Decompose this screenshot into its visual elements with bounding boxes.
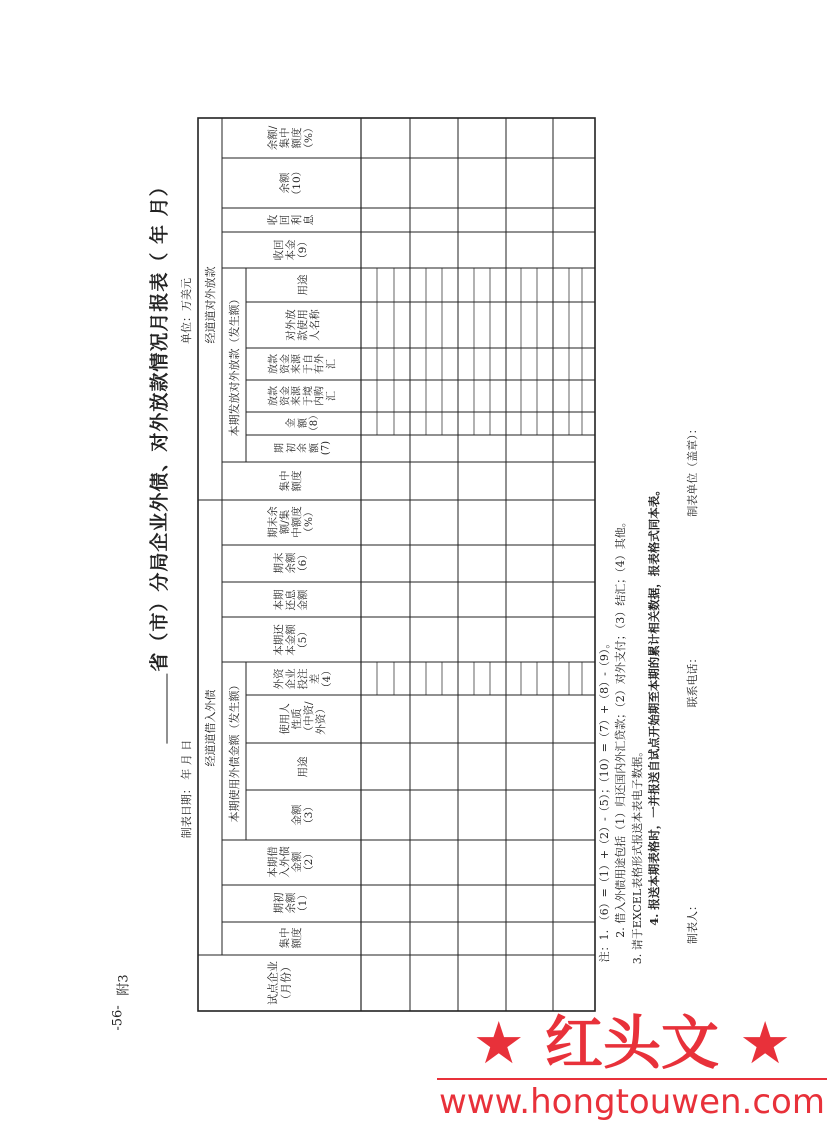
note-3: 3. 请于EXCEL表格形式报送本表电子数据。 — [631, 745, 644, 965]
subgroup-borrow-amount: 本期使用外债金额（发生额） — [228, 679, 241, 823]
col-opening-balance-1: 期初 余额 （1） — [272, 889, 310, 917]
subgroup-lend-amount: 本期发放对外放款（发生额） — [228, 293, 241, 437]
page-number: -56- — [110, 1005, 126, 1031]
note-4: 4. 报送本期表格时，一并报送自试点开始期至本期的累计相关数据，报表格式同本表。 — [647, 484, 661, 926]
col-borrowed-2: 本期借 入外债 金额 （2） — [266, 846, 316, 878]
note-2: 2. 借入外债用途包括（1）归还国内外汇贷款；（2）对外支付；（3）结汇；（4）其他。 — [614, 516, 627, 938]
col-use-lend: 用途 — [296, 274, 309, 296]
group-borrowed-debt: 经道道借入外债 — [204, 689, 217, 767]
col-principal-repaid-5: 本期还 本金额 （5） — [272, 624, 310, 656]
col-balance-ratio-1: 期末余 额/集 中额度 （%） — [266, 506, 316, 538]
prepared-date: 制表日期： 年 月 日 — [180, 739, 193, 839]
col-quota-lend: 集中 额度 — [278, 470, 303, 492]
phone-label: 联系电话： — [686, 652, 699, 708]
col-fdi-gap-4: 外资 企业 投注 差 （4） — [272, 665, 334, 693]
col-balance-ratio-2: 余额/ 集中 额度 （%） — [266, 122, 316, 154]
col-closing-balance-6: 期末 余额 （6） — [272, 549, 310, 577]
watermark-stars-text: ★ 红头文 ★ — [472, 1009, 792, 1077]
appendix-label: 附3 — [116, 974, 132, 996]
col-source-domestic: 放款 资金 来源 于境 内购 汇 — [268, 386, 337, 406]
col-interest-repaid: 本期 还息 金额 — [272, 589, 310, 611]
col-amount-3: 金额 （3） — [290, 801, 315, 829]
watermark — [432, 1003, 827, 1123]
col-source-own: 放款 资金 来源 于自 有外 汇 — [268, 354, 337, 374]
unit-seal-label: 制表单位（盖章）： — [686, 423, 699, 517]
col-user-nature: 使用人 性质 （中资/ 外资） — [278, 701, 328, 737]
preparer-label: 制表人： — [686, 900, 699, 944]
unit-label: 单位：万美元 — [180, 278, 193, 344]
col-use-borrow: 用途 — [296, 756, 309, 778]
col-principal-recovered-9: 收回 本金 （9） — [272, 236, 310, 264]
col-enterprise: 试点企业 （月份） — [266, 961, 292, 1005]
col-amount-8: 金 额 （8） — [285, 409, 320, 437]
col-interest-recovered: 收 回 利 息 — [266, 214, 316, 226]
note-1: 注：1. （6）=（1）+（2）-（5）；（10）=（7）+（8）-（9）。 — [598, 637, 611, 963]
report-title-text: 省（市）分局企业外债、对外放款情况月报表（ 年 月） — [148, 176, 171, 672]
group-outward-lending: 经道道对外放款 — [204, 266, 217, 344]
col-quota-borrow: 集中 额度 — [278, 927, 303, 949]
watermark-url: www.hongtouwen.com — [439, 1082, 825, 1122]
col-opening-balance-7: 期 初 余 额 (7) — [274, 440, 332, 456]
col-borrower-name: 对外放 款使用 人名称 — [284, 309, 322, 341]
col-balance-10: 余额 （10） — [278, 165, 303, 201]
